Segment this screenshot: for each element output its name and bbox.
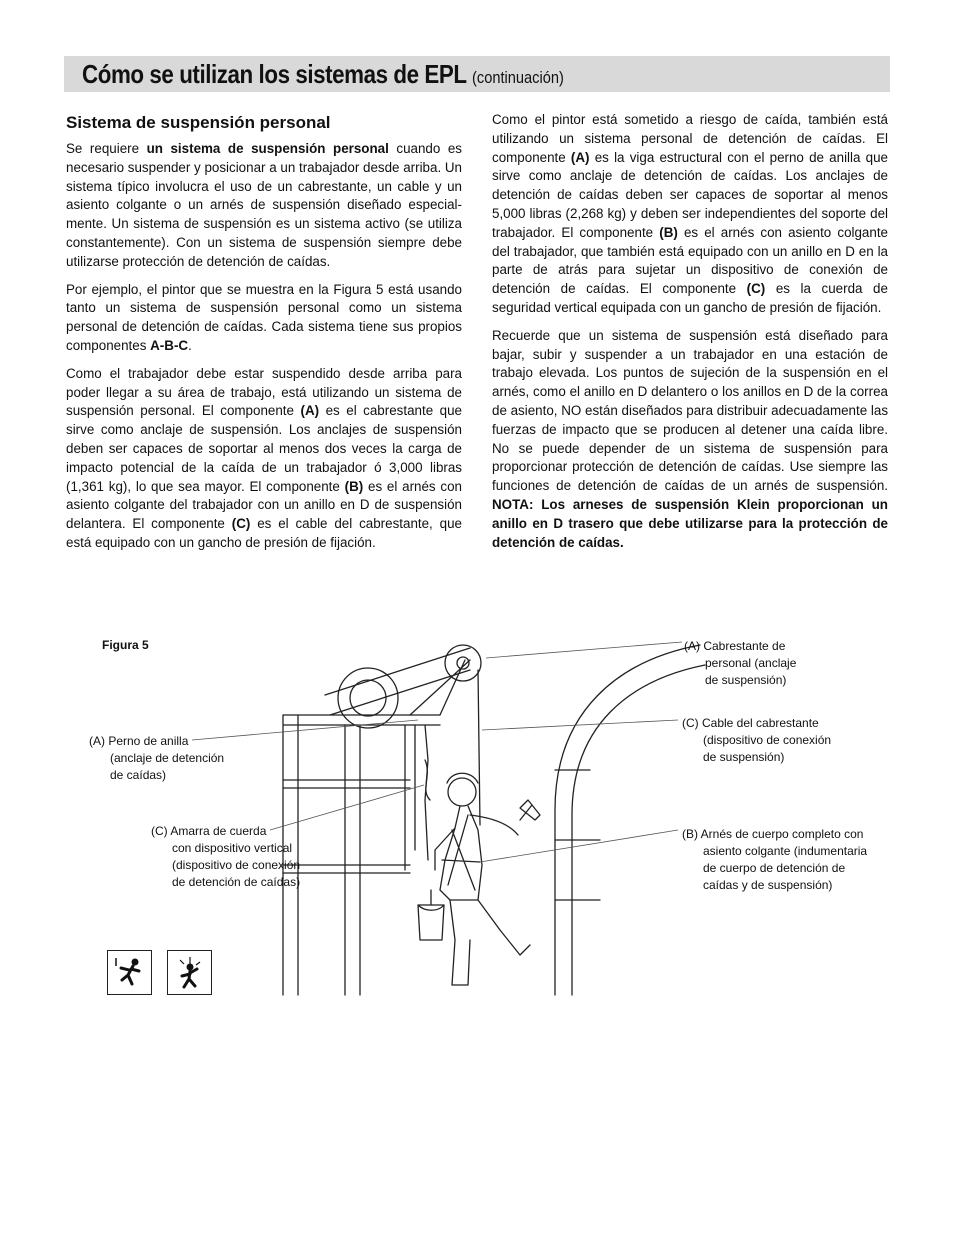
paragraph: Se requiere un sistema de suspensión personal cuando es necesario suspender y posicionar a un trabajador desde arriba. Un sistema típico involucra el uso de un cabrestante, un cable y un asiento colgante o un arnés de suspensión diseñado especial-mente. Un sistema de suspensión es un sistema activo (se utiliza constantemente). Con un sistema de suspensión siempre debe utilizarse protección de detención de caídas. bbox=[66, 141, 463, 269]
paragraph: Como el trabajador debe estar suspendido desde arriba para poder llegar a su área de trabajo, está utilizando un sistema de suspensión personal. El componente (A) es el cabrestante que sirve como anclaje de suspensión. Los anclajes de suspensión deben ser capaces de soportar al menos dos veces la carga de impacto potencial de la caída de un trabajador ó 3,000 libras (1,361 kg), lo que sea mayor. El componente (B) es el arnés con asiento colgante del trabajador con un anillo en D de suspensión delantera. El componente (C) es el cable del cabrestante, que está equipado con un gancho de presión de fijación. bbox=[66, 365, 462, 550]
paragraph: Como el pintor está sometido a riesgo de caída, también está utilizando un sistema personal de detención de caídas. El componente (A) es la viga estructural con el perno de anilla que sirve como anclaje de detención de caídas. Los anclajes de detención de caídas deben ser capaces de soportar al menos 5,000 libras (2,268 kg) y deben ser independientes del soporte del trabajador. El componente (B) es el arnés con asiento colgante del trabajador, que también está equipado con un anillo en D en la parte de atrás para sujetar un dispositivo de conexión de detención de caídas. El componente (C) es la cuerda de seguridad vertical equipada con un gancho de presión de fijación. bbox=[492, 112, 888, 315]
title-text: Cómo se utilizan los sistemas de EPL bbox=[82, 58, 467, 89]
title-subtitle: (continuación) bbox=[472, 67, 564, 87]
paragraph: Por ejemplo, el pintor que se muestra en la Figura 5 está usando tanto un sistema de suspensión personal como un sistema personal de detención de caídas. Cada sistema tiene sus propios componentes A-B-C. bbox=[66, 281, 462, 353]
section-heading: Sistema de suspensión personal bbox=[66, 113, 331, 132]
suspended-worker-icon bbox=[167, 950, 212, 995]
note-text: NOTA: Los arneses de suspensión Klein proporcionan un anillo en D trasero que debe utilizarse para la protección de detención de caídas. bbox=[492, 496, 888, 550]
left-column bbox=[66, 112, 462, 562]
callout-c-cable: (C) Cable del cabrestante (dispositivo de conexión de suspensión) bbox=[682, 716, 832, 764]
page-title bbox=[82, 59, 564, 90]
callout-a-winch: (A) Cabrestante de personal (anclaje de suspensión) bbox=[684, 639, 797, 687]
figure-label: Figura 5 bbox=[102, 638, 149, 652]
falling-worker-icon bbox=[107, 950, 152, 995]
right-column bbox=[492, 111, 888, 561]
callout-c-lanyard: (C) Amarra de cuerda con dispositivo vertical (dispositivo de conexión de detención de caídas) bbox=[151, 824, 301, 889]
paragraph: Recuerde que un sistema de suspensión está diseñado para bajar, subir y suspender a un trabajador en una estación de trabajo elevada. Los puntos de sujeción de la suspensión en el arnés, como el anillo en D delantero o los anillos en D de la correa de asiento, NO están diseñados para distribuir adecuadamente las fuerzas de impacto que se producen al detener una caída libre. No se puede depender de un sistema de suspensión para proporcionar protección de detención de caídas. Use siempre las funciones de detención de caídas de un arnés de suspensión. NOTA: Los arneses de suspensión Klein proporcionan un anillo en D trasero que debe utilizarse para la protección de detención de caídas. bbox=[492, 327, 889, 550]
callout-a-eyebolt: (A) Perno de anilla (anclaje de detención de caídas) bbox=[89, 734, 225, 782]
header-bar bbox=[64, 56, 890, 92]
figure-5 bbox=[0, 600, 954, 1020]
callout-b-harness: (B) Arnés de cuerpo completo con asiento colgante (indumentaria de cuerpo de detención de caídas y de suspensión) bbox=[682, 827, 868, 892]
